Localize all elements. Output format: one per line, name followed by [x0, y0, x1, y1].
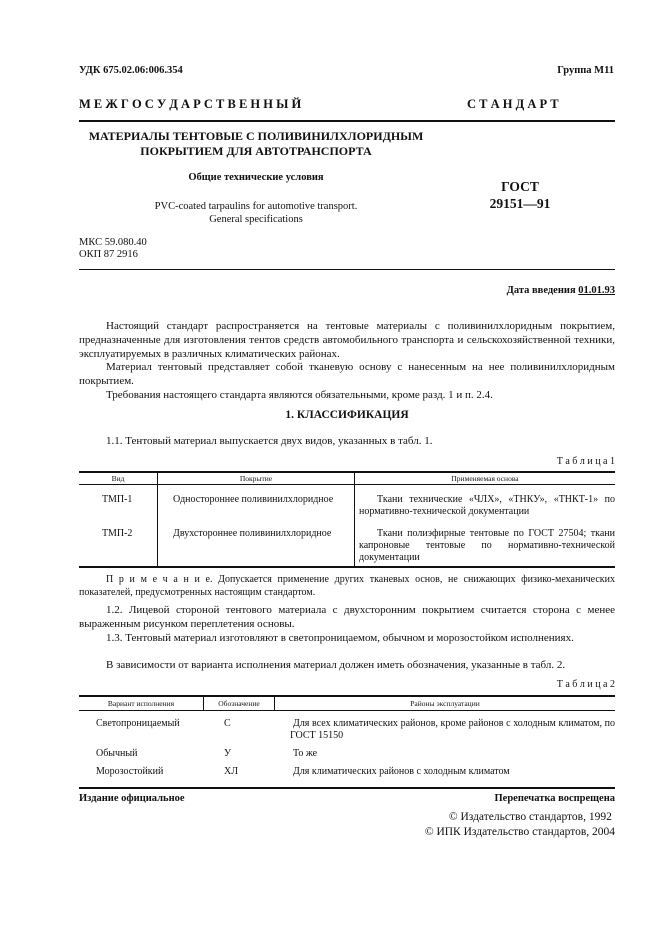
okp-code: ОКП 87 2916 [79, 249, 138, 260]
table2-header-designation: Обозначение [218, 699, 260, 708]
paragraph-requirements: Требования настоящего стандарта являются обязательными, кроме разд. 1 и п. 2.4. [106, 389, 493, 401]
table-row: Морозостойкий [96, 766, 164, 777]
table-row: ТМП-2 [102, 528, 133, 539]
paragraph-1-3: 1.3. Тентовый материал изготовляют в светопроницаемом, обычном и морозостойком исполнениях. [106, 632, 574, 644]
paragraph-1-2: 1.2. Лицевой стороной тентового материала с двухсторонним покрытием считается сторона с менее выраженным рисунком переплетения основы. [79, 604, 615, 630]
table-cell: Одностороннее поливинилхлоридное [173, 494, 334, 505]
copyright-2004: © ИПК Издательство стандартов, 2004 [424, 826, 615, 838]
copyright-1992: © Издательство стандартов, 1992 [448, 811, 612, 823]
table-cell: Двухстороннее поливинилхлоридное [173, 528, 332, 539]
table-row: ТМП-1 [102, 494, 133, 505]
table1-header-coating: Покрытие [239, 474, 273, 483]
table1-header-kind: Вид [111, 474, 125, 483]
table1-header-base: Применяемая основа [451, 474, 519, 483]
paragraph-scope: Настоящий стандарт распространяется на тентовые материалы с поливинилхлоридным покрытием, предназначенные для изготовления тентов средств автомобильного транспорта и сельскохозяйственной техники, эксплуатируемых в различных климатических районах. [79, 320, 615, 360]
title-line-2: ПОКРЫТИЕМ ДЛЯ АВТОТРАНСПОРТА [140, 144, 372, 158]
table2-top-rule [79, 695, 615, 697]
title-line-1: МАТЕРИАЛЫ ТЕНТОВЫЕ С ПОЛИВИНИЛХЛОРИДНЫМ [88, 129, 424, 143]
table1-bottom-rule [79, 566, 615, 568]
table2-header-regions: Районы эксплуатации [410, 699, 480, 708]
table-cell: У [224, 748, 232, 759]
note-label: П р и м е ч а н и е. [106, 574, 213, 585]
table1-header-rule [79, 484, 615, 485]
table1-top-rule [79, 471, 615, 473]
table1-col-divider-1 [157, 471, 158, 567]
official-edition: Издание официальное [79, 793, 185, 804]
mks-code: МКС 59.080.40 [79, 237, 147, 248]
table1-caption: Т а б л и ц а 1 [556, 456, 615, 467]
note-text: Допускается применение других тканевых основ, не снижающих физико-механических показателей, предусмотренных настоящим стандартом. [79, 574, 616, 598]
section-1-heading: 1. КЛАССИФИКАЦИЯ [285, 409, 409, 421]
group-code: Группа М11 [557, 65, 614, 76]
intro-date-label: Дата введения [506, 285, 576, 296]
english-title-line-2: General specifications [209, 214, 303, 225]
table-cell: Ткани полиэфирные тентовые по ГОСТ 27504; ткани капроновые тентовые по нормативно-технической документации [359, 528, 615, 563]
gost-block [470, 178, 570, 212]
banner-rule [79, 120, 615, 122]
banner-standard: С Т А Н Д А Р Т [467, 97, 559, 111]
paragraph-designations: В зависимости от варианта исполнения материал должен иметь обозначения, указанные в табл. 2. [106, 659, 566, 671]
table-cell: Для климатических районов с холодным климатом [293, 766, 510, 777]
intro-date-value: 01.01.93 [578, 285, 615, 296]
table2-caption: Т а б л и ц а 2 [556, 679, 615, 690]
paragraph-1-1: 1.1. Тентовый материал выпускается двух видов, указанных в табл. 1. [106, 435, 433, 447]
table2-header-variant: Вариант исполнения [107, 699, 175, 708]
table-row: Обычный [96, 748, 138, 759]
table-cell: Ткани технические «ЧЛХ», «ТНКУ», «ТНКТ-1» по нормативно-технической документации [359, 494, 615, 517]
table-cell: Для всех климатических районов, кроме районов с холодным климатом, по ГОСТ 15150 [290, 718, 615, 741]
table-row: Светопроницаемый [96, 718, 180, 729]
table2-header-rule [79, 710, 615, 711]
table1-col-divider-2 [354, 471, 355, 567]
table-cell: ХЛ [224, 766, 239, 777]
intro-date [507, 285, 615, 296]
paragraph-material: Материал тентовый представляет собой тканевую основу с нанесенным на нее поливинилхлоридным покрытием. [79, 361, 615, 387]
footer-rule [79, 787, 615, 789]
english-title-line-1: PVC-coated tarpaulins for automotive transport. [154, 201, 358, 212]
gost-label: ГОСТ [501, 179, 539, 194]
reprint-prohibited: Перепечатка воспрещена [494, 793, 615, 804]
table-cell: С [224, 718, 231, 729]
gost-number: 29151—91 [489, 196, 551, 211]
udk-code: УДК 675.02.06:006.354 [79, 65, 183, 76]
table1-note [79, 574, 615, 599]
header-rule [79, 269, 615, 270]
copyright-block [425, 810, 615, 840]
english-title [86, 200, 426, 226]
table-cell: То же [293, 748, 318, 759]
subtitle: Общие технические условия [188, 172, 324, 183]
document-title [86, 129, 426, 159]
classification-codes [79, 237, 147, 261]
banner-interstate: М Е Ж Г О С У Д А Р С Т В Е Н Н Ы Й [79, 97, 302, 111]
